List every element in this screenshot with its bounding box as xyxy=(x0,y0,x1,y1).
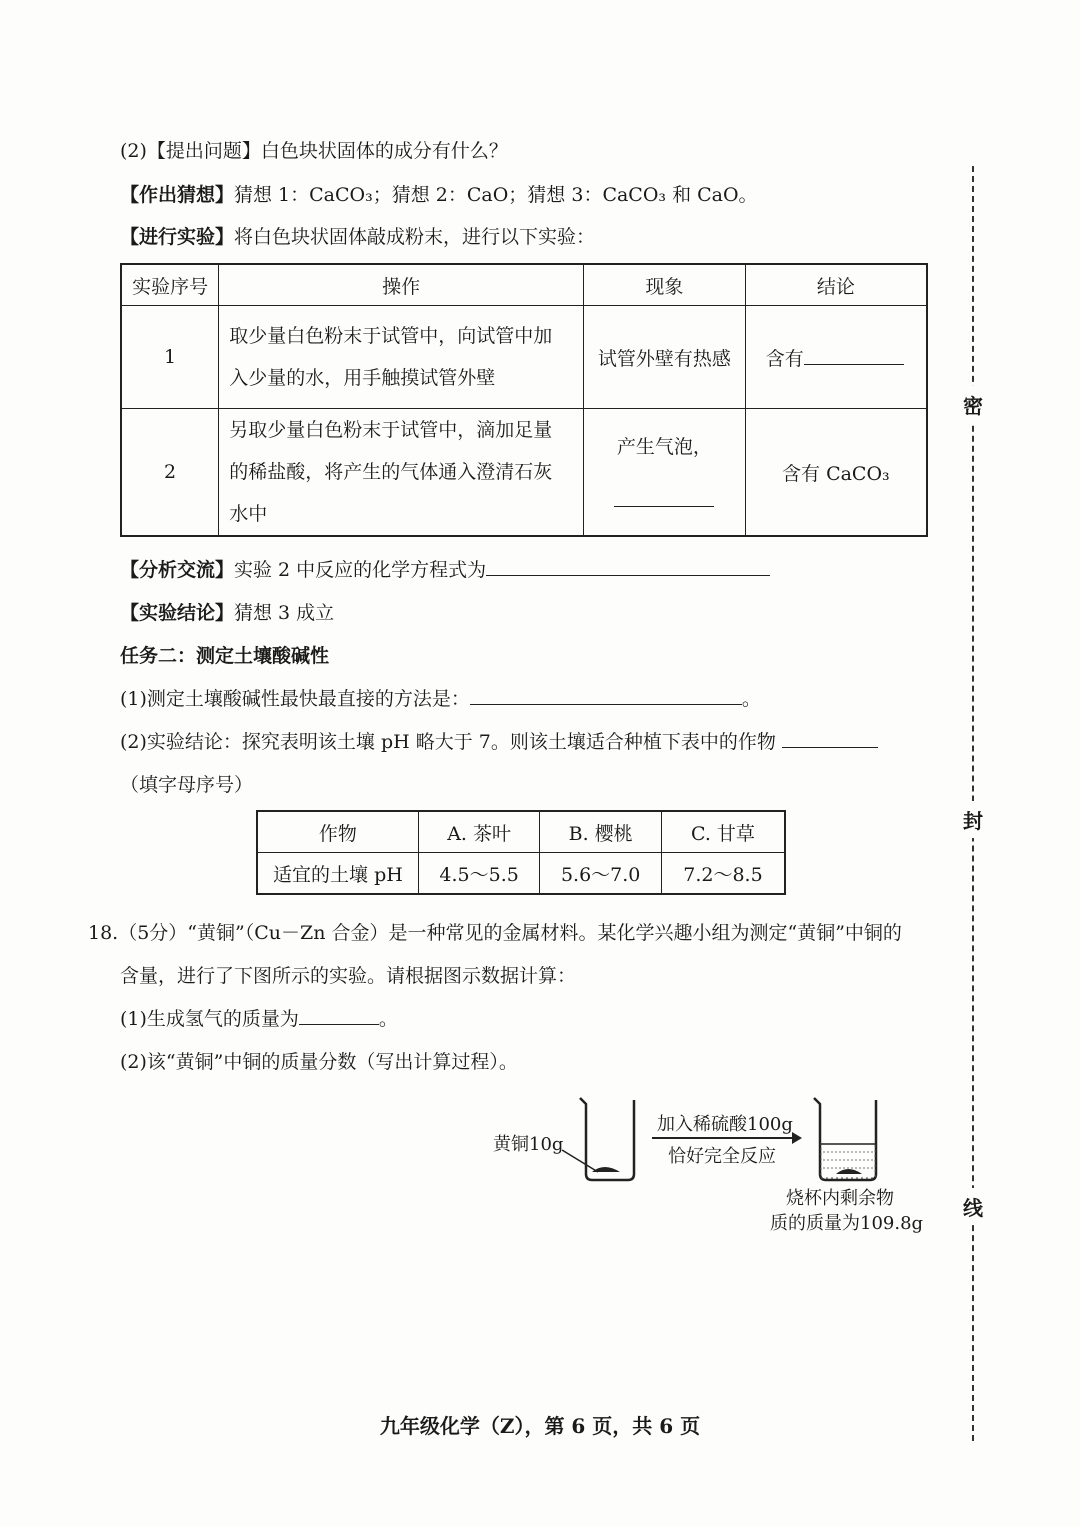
table-row xyxy=(121,306,927,409)
hypothesis-text: 猜想 1：CaCO₃；猜想 2：CaO；猜想 3：CaCO₃ 和 CaO。 xyxy=(234,184,758,206)
binding-mark-xian: 线 xyxy=(963,1188,983,1225)
arrow-bottom-label: 恰好完全反应 xyxy=(668,1146,776,1167)
crop-ph-table xyxy=(256,810,786,895)
crop-a: A. 茶叶 xyxy=(418,811,540,853)
q18-part1-end: 。 xyxy=(378,1008,398,1030)
answer-blank[interactable] xyxy=(470,685,742,705)
row1-conclusion xyxy=(745,306,927,409)
experiment-table xyxy=(120,263,928,537)
row2-phenomenon-text: 产生气泡， xyxy=(616,436,712,458)
row1-no: 1 xyxy=(121,306,219,409)
row1-operation xyxy=(219,306,584,409)
answer-blank[interactable] xyxy=(614,487,714,507)
result-label-2: 质的质量为109.8g xyxy=(770,1213,924,1234)
crop-b: B. 樱桃 xyxy=(540,811,662,853)
beaker-before-icon xyxy=(580,1098,634,1180)
analysis-text: 实验 2 中反应的化学方程式为 xyxy=(234,559,487,581)
pointer-line xyxy=(562,1150,598,1172)
result-text: 猜想 3 成立 xyxy=(234,602,335,624)
table-row xyxy=(257,853,785,895)
task2-q2-text: (2)实验结论：探究表明该土壤 pH 略大于 7。则该土壤适合种植下表中的作物 xyxy=(120,731,776,753)
task2-q1-end: 。 xyxy=(741,688,761,710)
answer-blank[interactable] xyxy=(782,728,878,748)
table-row xyxy=(121,409,927,537)
task2-q2-note: （填字母序号） xyxy=(120,774,254,796)
page-footer: 九年级化学（Z），第 6 页，共 6 页 xyxy=(379,1414,701,1438)
task2-title: 任务二：测定土壤酸碱性 xyxy=(120,645,330,667)
task2-q1-text: (1)测定土壤酸碱性最快最直接的方法是： xyxy=(120,688,470,710)
q18-part1 xyxy=(120,1004,398,1031)
row1-op-line2: 入少量的水，用手触摸试管外壁 xyxy=(229,367,496,389)
row2-no: 2 xyxy=(121,409,219,537)
equation-blank[interactable] xyxy=(486,556,770,576)
row2-conclusion: 含有 CaCO₃ xyxy=(745,409,927,537)
experiment-label: 【进行实验】 xyxy=(120,226,235,248)
result-line xyxy=(120,598,334,625)
result-label-1: 烧杯内剩余物 xyxy=(786,1188,894,1209)
answer-blank[interactable] xyxy=(299,1005,379,1025)
table-header-conclusion: 结论 xyxy=(745,264,927,306)
q18-part1-text: (1)生成氢气的质量为 xyxy=(120,1008,299,1030)
ph-b: 5.6～7.0 xyxy=(540,853,662,895)
ph-header: 适宜的土壤 pH xyxy=(257,853,418,895)
row2-phenomenon xyxy=(583,409,745,537)
brass-label: 黄铜10g xyxy=(493,1134,564,1155)
q18-line2: 含量，进行了下图所示的实验。请根据图示数据计算： xyxy=(120,965,577,987)
analysis-label: 【分析交流】 xyxy=(120,559,235,581)
row2-op-line3: 水中 xyxy=(229,503,268,525)
question-2-line: (2)【提出问题】白色块状固体的成分有什么？ xyxy=(120,140,508,162)
binding-mark-mi: 密 xyxy=(963,386,983,423)
experiment-text: 将白色块状固体敲成粉末，进行以下实验： xyxy=(234,226,596,248)
table-row xyxy=(257,811,785,853)
task2-q2 xyxy=(120,727,878,754)
analysis-line xyxy=(120,555,770,582)
ph-c: 7.2～8.5 xyxy=(661,853,785,895)
hypothesis-line xyxy=(120,180,758,207)
row1-conclusion-text: 含有 xyxy=(765,347,804,370)
result-label: 【实验结论】 xyxy=(120,602,235,624)
task2-q1 xyxy=(120,684,761,711)
q18-part2: (2)该“黄铜”中铜的质量分数（写出计算过程）。 xyxy=(120,1051,518,1073)
hypothesis-label: 【作出猜想】 xyxy=(120,184,235,206)
beaker-after-icon xyxy=(814,1098,876,1180)
crop-header: 作物 xyxy=(257,811,418,853)
arrow-top-label: 加入稀硫酸100g xyxy=(657,1114,793,1135)
table-header-no: 实验序号 xyxy=(121,264,219,306)
table-header-operation: 操作 xyxy=(219,264,584,306)
ph-a: 4.5～5.5 xyxy=(418,853,540,895)
table-header-phenomenon: 现象 xyxy=(583,264,745,306)
q18-line1: 18.（5分）“黄铜”（Cu－Zn 合金）是一种常见的金属材料。某化学兴趣小组为测定“黄铜”中铜的 xyxy=(88,922,902,944)
row2-operation xyxy=(219,409,584,537)
row1-op-line1: 取少量白色粉末于试管中，向试管中加 xyxy=(229,325,553,347)
answer-blank[interactable] xyxy=(804,345,904,365)
row2-op-line1: 另取少量白色粉末于试管中，滴加足量 xyxy=(229,419,553,441)
row2-op-line2: 的稀盐酸，将产生的气体通入澄清石灰 xyxy=(229,461,553,483)
binding-mark-feng: 封 xyxy=(963,801,983,838)
experiment-line xyxy=(120,222,595,249)
crop-c: C. 甘草 xyxy=(661,811,785,853)
row1-phenomenon: 试管外壁有热感 xyxy=(583,306,745,409)
